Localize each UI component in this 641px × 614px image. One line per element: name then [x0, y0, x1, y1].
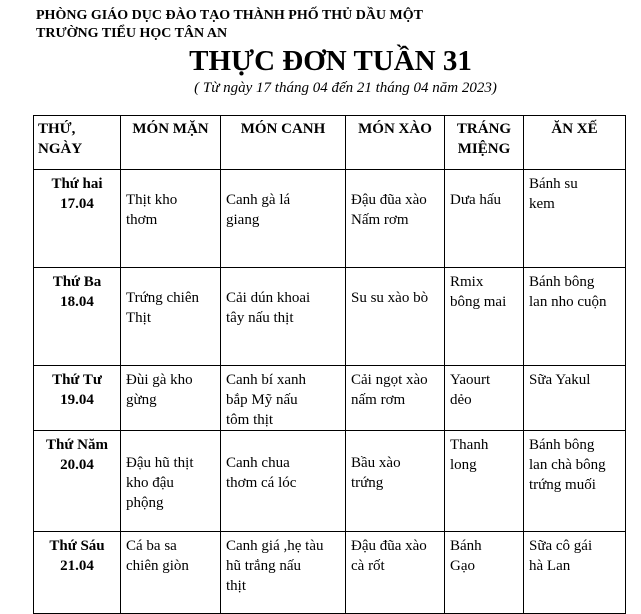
header-row [34, 116, 626, 170]
cell-line: Sữa cô gái [529, 538, 593, 554]
soup-cell [221, 532, 346, 614]
cell-line: 18.04 [60, 294, 94, 310]
cell-line: trứng [351, 475, 384, 491]
cell-line: Cải ngọt xào [351, 372, 428, 388]
soup-cell [221, 431, 346, 532]
main-dish-cell [121, 532, 221, 614]
cell-line: Đậu đũa xào [351, 192, 427, 208]
header-line: THỨ, [38, 121, 76, 137]
cell-line: Canh chua [226, 455, 290, 471]
main-dish-cell [121, 366, 221, 431]
cell-line: Gạo [450, 558, 475, 574]
cell-line: Yaourt [450, 372, 491, 388]
snack-cell [524, 170, 626, 268]
cell-line: Thịt kho [126, 192, 178, 208]
header-line: MÓN MẶN [132, 121, 209, 137]
cell-line: kho đậu [126, 475, 174, 491]
cell-line: long [450, 457, 477, 473]
cell-line: hũ trắng nấu [226, 558, 301, 574]
cell-line: giang [226, 212, 260, 228]
cell-line: lan nho cuộn [529, 294, 607, 310]
dessert-cell [445, 268, 524, 366]
cell-line: cà rốt [351, 558, 385, 574]
cell-line: Dưa hấu [450, 192, 502, 208]
day-cell [34, 532, 121, 614]
cell-line: Bánh bông [529, 437, 595, 453]
school-name: TRƯỜNG TIỂU HỌC TÂN AN [36, 26, 228, 41]
header-line: MÓN XÀO [358, 121, 432, 137]
day-cell [34, 366, 121, 431]
cell-line: 19.04 [60, 392, 94, 408]
cell-line: kem [529, 196, 555, 212]
table-row [34, 532, 626, 614]
cell-line: chiên giòn [126, 558, 189, 574]
cell-line: Canh giá ,hẹ tàu [226, 538, 324, 554]
dessert-cell [445, 366, 524, 431]
cell-line: dẻo [450, 392, 472, 408]
cell-line: 21.04 [60, 558, 94, 574]
cell-line: Sữa Yakul [529, 372, 591, 388]
cell-line: phộng [126, 495, 164, 511]
cell-line: Bầu xào [351, 455, 401, 471]
snack-cell [524, 532, 626, 614]
cell-line: Canh bí xanh [226, 372, 306, 388]
main-dish-cell [121, 431, 221, 532]
cell-line: 20.04 [60, 457, 94, 473]
col-header-stir-fry [346, 116, 445, 170]
col-header-main-dish [121, 116, 221, 170]
cell-line: thơm cá lóc [226, 475, 297, 491]
header-line: ĂN XẾ [551, 121, 598, 137]
cell-line: Thứ Sáu [49, 538, 105, 554]
dessert-cell [445, 431, 524, 532]
main-dish-cell [121, 268, 221, 366]
cell-line: Nấm rơm [351, 212, 409, 228]
page-title: THỰC ĐƠN TUẦN 31 [189, 45, 472, 77]
main-dish-cell [121, 170, 221, 268]
snack-cell [524, 268, 626, 366]
stir-fry-cell [346, 268, 445, 366]
cell-line: Su su xào bò [351, 290, 429, 306]
cell-line: Bánh [450, 538, 482, 554]
cell-line: nấm rơm [351, 392, 406, 408]
cell-line: 17.04 [60, 196, 94, 212]
cell-line: Đậu hũ thịt [126, 455, 194, 471]
header-line: TRÁNG [456, 121, 512, 137]
date-range-subtitle: ( Từ ngày 17 tháng 04 đến 21 tháng 04 năm 2023) [194, 80, 497, 96]
cell-line: Thứ Năm [46, 437, 108, 453]
header-line: MIỆNG [457, 141, 511, 157]
stir-fry-cell [346, 366, 445, 431]
cell-line: tây nấu thịt [226, 310, 294, 326]
cell-line: Thứ hai [51, 176, 103, 192]
dessert-cell [445, 532, 524, 614]
cell-line: hà Lan [529, 558, 571, 574]
stir-fry-cell [346, 431, 445, 532]
cell-line: bắp Mỹ nấu [226, 392, 298, 408]
cell-line: Thịt [126, 310, 151, 326]
header-line: MÓN CANH [240, 121, 326, 137]
soup-cell [221, 366, 346, 431]
soup-cell [221, 170, 346, 268]
col-header-day [34, 116, 121, 170]
col-header-dessert [445, 116, 524, 170]
cell-line: lan chà bông [529, 457, 606, 473]
stir-fry-cell [346, 170, 445, 268]
department-header: PHÒNG GIÁO DỤC ĐÀO TẠO THÀNH PHỐ THỦ DẦU MỘT [36, 8, 423, 23]
soup-cell [221, 268, 346, 366]
cell-line: Canh gà lá [226, 192, 291, 208]
cell-line: Bánh bông [529, 274, 595, 290]
cell-line: tôm thịt [226, 412, 274, 428]
table-row [34, 170, 626, 268]
stir-fry-cell [346, 532, 445, 614]
cell-line: Đậu đũa xào [351, 538, 427, 554]
snack-cell [524, 366, 626, 431]
cell-line: Cá ba sa [126, 538, 177, 554]
header-line: NGÀY [38, 141, 83, 157]
cell-line: Trứng chiên [126, 290, 199, 306]
snack-cell [524, 431, 626, 532]
day-cell [34, 170, 121, 268]
cell-line: Bánh su [529, 176, 578, 192]
dessert-cell [445, 170, 524, 268]
day-cell [34, 431, 121, 532]
cell-line: Thanh [450, 437, 489, 453]
cell-line: Thứ Tư [52, 372, 102, 388]
col-header-snack [524, 116, 626, 170]
menu-table [33, 115, 626, 614]
table-row [34, 268, 626, 366]
cell-line: Đùi gà kho [126, 372, 193, 388]
table-row [34, 431, 626, 532]
day-cell [34, 268, 121, 366]
cell-line: bông mai [450, 294, 507, 310]
cell-line: Rmix [450, 274, 484, 290]
table-row [34, 366, 626, 431]
cell-line: Thứ Ba [52, 274, 102, 290]
col-header-soup [221, 116, 346, 170]
cell-line: gừng [126, 392, 157, 408]
cell-line: trứng muối [529, 477, 596, 493]
cell-line: thịt [226, 578, 247, 594]
cell-line: Cải dún khoai [226, 290, 311, 306]
cell-line: thơm [126, 212, 158, 228]
